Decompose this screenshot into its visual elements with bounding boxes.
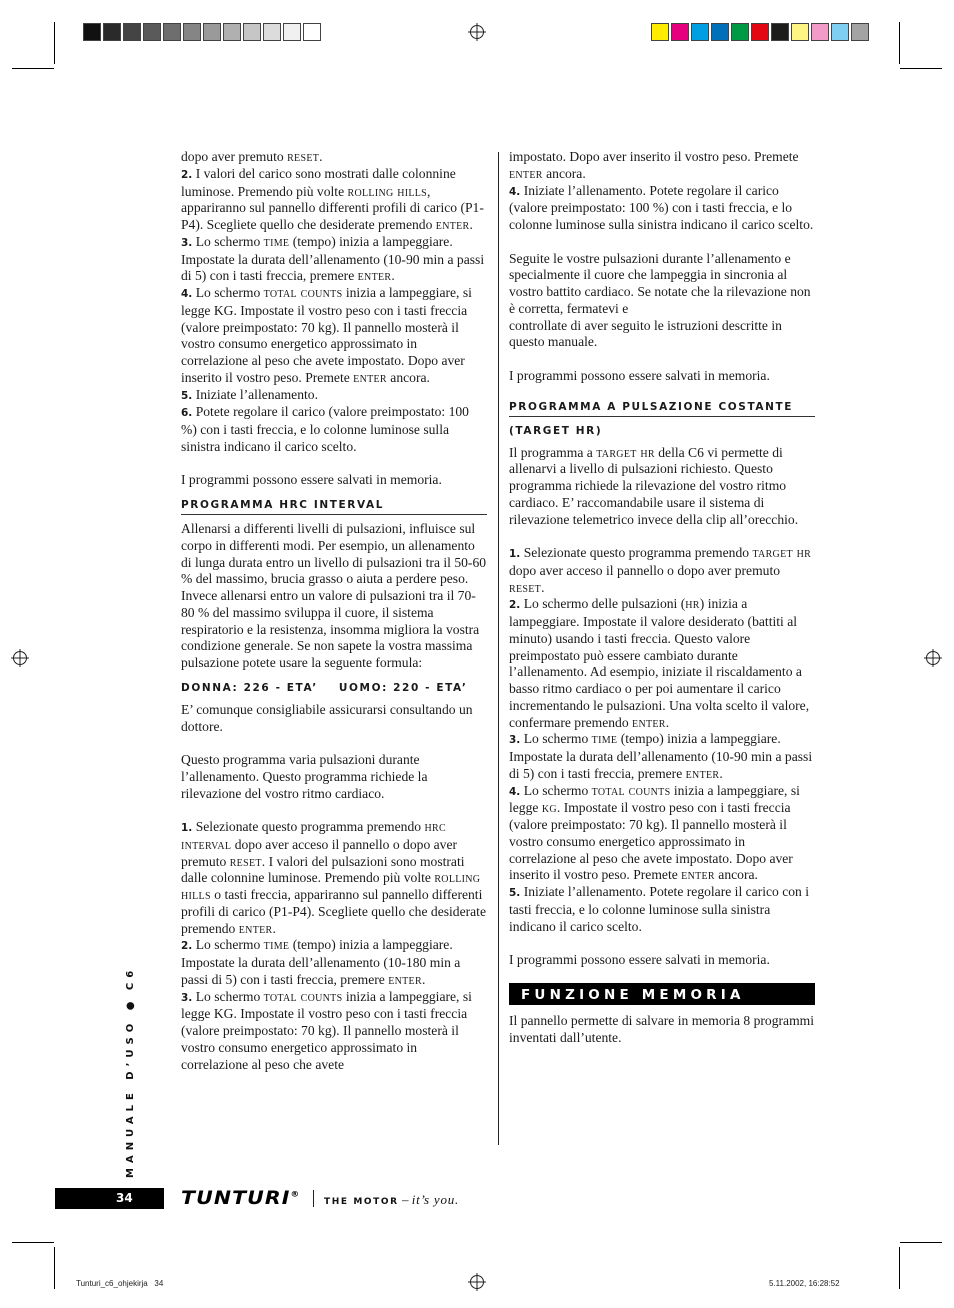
color-swatch bbox=[123, 23, 141, 41]
color-swatch bbox=[691, 23, 709, 41]
color-swatch bbox=[163, 23, 181, 41]
color-swatch bbox=[771, 23, 789, 41]
section-subheading-target-hr: (TARGET HR) bbox=[509, 424, 603, 437]
hrc-step-2: 2. Lo schermo time (tempo) inizia a lampeggiare. Impostate la durata dell’allenamento (10-180 min a passi di 5) con i tasti freccia, premere enter. bbox=[181, 937, 461, 987]
target-step-5: 5. Iniziate l’allenamento. Potete regolare il carico con i tasti freccia, e lo colonne luminose sulla sinistra indicano il carico scelto. bbox=[509, 884, 810, 934]
brand-logo: TUNTURI® bbox=[181, 1187, 301, 1209]
step-4: 4. Iniziate l’allenamento. Potete regolare il carico (valore preimpostato: 100 %) con i tasti freccia, e lo colonne luminose sulla sinistra indicano il carico scelto. bbox=[509, 182, 814, 232]
color-swatch bbox=[791, 23, 809, 41]
model-name: C6 bbox=[125, 965, 136, 991]
heart-rate-formula: DONNA: 226 - ETA’ UOMO: 220 - ETA’ bbox=[181, 681, 468, 694]
step-3: 3. Lo schermo time (tempo) inizia a lampeggiare. Impostate la durata dell’allenamento (10-90 min a passi di 5) con i tasti freccia, premere enter. bbox=[181, 233, 485, 284]
target-step-1: 1. Selezionate questo programma premendo target hr dopo aver acceso il pannello o dopo aver premuto reset. bbox=[509, 545, 812, 595]
column-divider bbox=[498, 152, 499, 1145]
manual-title: MANUALE D’USO bbox=[125, 1018, 136, 1178]
target-step-4: 4. Lo schermo total counts inizia a lampeggiare, si legge kg. Impostate il vostro peso con i tasti freccia (valore preimpostato: 70 kg). Il pannello mosterà il vostro consumo energetico approssimato in correlazione al peso che avete impostato. Dopo aver inserito il vostro peso. Premete enter ancora. bbox=[509, 782, 800, 883]
section-heading-hrc-interval: PROGRAMMA HRC INTERVAL bbox=[181, 497, 487, 515]
doctor-note: E’ comunque consigliabile assicurarsi consultando un dottore. bbox=[181, 701, 473, 734]
bullet-icon: ● bbox=[125, 998, 136, 1011]
target-step-2: 2. Lo schermo delle pulsazioni (hr) inizia a lampeggiare. Impostate il valore desiderato (battiti al minuto) usando i tasti freccia. Questo valore preimpostato può essere cambiato durante l’allenamento. Ad esempio, iniziate il riscaldamento a basso ritmo cardiaco o per poi aumentare il carico incrementando le pulsazioni. Una volta scelto il valore, confermare premendo enter. bbox=[509, 596, 810, 730]
registration-mark-bottom-icon bbox=[470, 1275, 484, 1289]
color-swatch bbox=[203, 23, 221, 41]
color-swatch bbox=[851, 23, 869, 41]
step-5: 5. Iniziate l’allenamento. bbox=[181, 386, 318, 402]
color-swatch bbox=[711, 23, 729, 41]
color-swatch bbox=[103, 23, 121, 41]
program-description: Questo programma varia pulsazioni durante l’allenamento. Questo programma richiede la rilevazione del vostro ritmo cardiaco. bbox=[181, 752, 428, 801]
memory-description: Il pannello permette di salvare in memoria 8 programmi inventati dall’utente. bbox=[509, 1012, 815, 1045]
registration-mark-right-icon bbox=[926, 651, 940, 665]
left-column bbox=[181, 149, 487, 1073]
paragraph: impostato. Dopo aver inserito il vostro peso. Premete enter ancora. bbox=[509, 149, 799, 181]
paragraph: dopo aver premuto reset. bbox=[181, 149, 323, 164]
tagline: THE MOTOR – it’s you. bbox=[324, 1192, 460, 1207]
print-file-info: Tunturi_c6_ohjekirja 34 bbox=[76, 1279, 164, 1288]
section-heading-constant-pulse: PROGRAMMA A PULSAZIONE COSTANTE bbox=[509, 399, 815, 417]
color-swatch bbox=[223, 23, 241, 41]
color-swatch bbox=[831, 23, 849, 41]
color-swatch bbox=[731, 23, 749, 41]
step-2: 2. I valori del carico sono mostrati dalle colonnine luminose. Premendo più volte rolling hills, appariranno sul pannello differenti profili di carico (P1-P4). Scegliete quello che desiderate premendo enter. bbox=[181, 165, 484, 232]
color-swatch bbox=[811, 23, 829, 41]
save-note: I programmi possono essere salvati in memoria. bbox=[509, 367, 770, 383]
color-swatch bbox=[671, 23, 689, 41]
save-note: I programmi possono essere salvati in memoria. bbox=[509, 952, 770, 967]
color-swatch bbox=[243, 23, 261, 41]
step-6: 6. Potete regolare il carico (valore preimpostato: 100 %) con i tasti freccia, e lo colonne luminose sulla sinistra indicano il carico scelto. bbox=[181, 404, 469, 454]
footer-divider bbox=[313, 1190, 314, 1207]
section-banner-memory: FUNZIONE MEMORIA bbox=[509, 983, 815, 1005]
color-swatch bbox=[183, 23, 201, 41]
color-swatch bbox=[283, 23, 301, 41]
hrc-intro: Allenarsi a differenti livelli di pulsazioni, influisce sul corpo in differenti modi. Per esempio, un allenamento di lunga durata entro un livello di pulsazioni tra il 50-60 % del massimo, brucia grasso o aiuta a perdere peso. Invece allenarsi entro un valore di pulsazioni tra il 70-80 % del massimo sviluppa il cuore, il sistema respiratorio e la resistenza, insomma migliora la vostra condizione generale. Se non sapete la vostra massima pulsazione potete usare la seguente formula: bbox=[181, 521, 487, 670]
save-note: I programmi possono essere salvati in memoria. bbox=[181, 472, 442, 488]
color-swatch bbox=[143, 23, 161, 41]
monitoring-note-cont: controllate di aver seguito le istruzioni descritte in questo manuale. bbox=[509, 317, 782, 350]
step-4: 4. Lo schermo total counts inizia a lampeggiare, si legge KG. Impostate il vostro peso con i tasti freccia (valore preimpostato: 70 kg). Il pannello mosterà il vostro consumo energetico approssimato in correlazione al peso che avete impostato. Dopo aver inserito il vostro peso. Premete enter ancora. bbox=[181, 285, 472, 385]
hrc-step-1: 1. Selezionate questo programma premendo hrc interval dopo aver acceso il pannello o dopo aver premuto reset. I valori del pulsazioni sono mostrati dalle colonnine luminose. Premendo più volte rolling hills o tasti freccia, appariranno sul pannello differenti profili di carico (P1-P4). Scegliete quello che desiderate premendo enter. bbox=[181, 819, 486, 936]
color-swatch bbox=[263, 23, 281, 41]
color-swatch bbox=[303, 23, 321, 41]
color-swatch bbox=[651, 23, 669, 41]
right-column bbox=[509, 149, 815, 1046]
hrc-step-3: 3. Lo schermo total counts inizia a lampeggiare, si legge KG. Impostate il vostro peso con i tasti freccia (valore preimpostato: 70 kg). Il pannello mosterà il vostro consumo energetico approssimato in correlazione al peso che avete bbox=[181, 988, 472, 1072]
color-swatch bbox=[83, 23, 101, 41]
print-timestamp: 5.11.2002, 16:28:52 bbox=[769, 1279, 840, 1288]
page-number: 34 bbox=[116, 1191, 133, 1205]
page-number-box bbox=[55, 1188, 164, 1209]
color-swatch bbox=[751, 23, 769, 41]
registration-mark-top-icon bbox=[470, 25, 484, 39]
target-step-3: 3. Lo schermo time (tempo) inizia a lampeggiare. Impostate la durata dell’allenamento (10-90 min a passi di 5) con i tasti freccia, premere enter. bbox=[509, 731, 813, 781]
monitoring-note: Seguite le vostre pulsazioni durante l’allenamento e specialmente il cuore che lampeggia in sincronia al vostro battito cardiaco. Se notate che la rilevazione non è corretta, fermatevi e bbox=[509, 250, 811, 316]
target-intro: Il programma a target hr della C6 vi permette di allenarvi a livello di pulsazioni richiesto. Questo programma richiede la rilevazione del vostro ritmo cardiaco. E’ raccomandabile usare il sistema di rilevazione telemetrico invece della clip all’orecchio. bbox=[509, 444, 799, 527]
registration-mark-left-icon bbox=[13, 651, 27, 665]
side-label bbox=[125, 966, 136, 1178]
